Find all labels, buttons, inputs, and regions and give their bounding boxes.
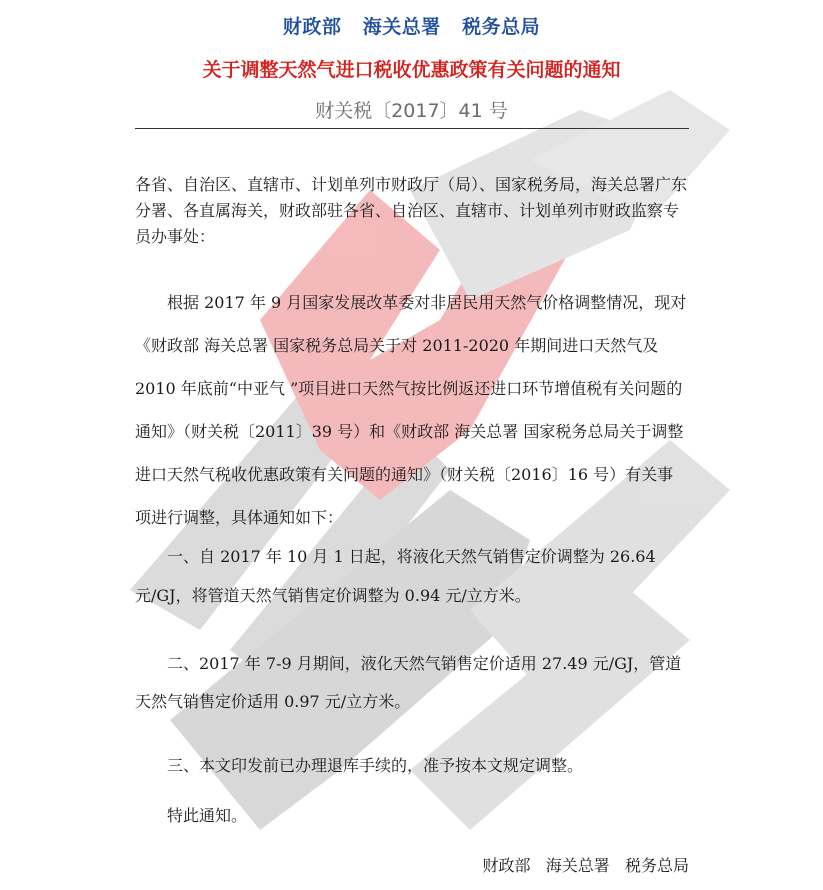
header-divider [135, 128, 689, 129]
body-paragraph-1: 根据 2017 年 9 月国家发展改革委对非居民用天然气价格调整情况，现对《财政部 海关总署 国家税务总局关于对 2011-2020 年期间进口天然气及 2010 年底前“中亚气 ”项目进口天然气按比例返还进口环节增值税有关问题的通知》（财关税〔2011〕39 号）和《财政部 海关总署 国家税务总局关于调整进口天然气税收优惠政策有关问题的通知》（财关税〔2016〕16 号）有关事项进行调整，具体通知如下： [135, 293, 687, 527]
document-title: 关于调整天然气进口税收优惠政策有关问题的通知 [202, 59, 621, 81]
document-number: 财关税〔2017〕41 号 [315, 100, 508, 122]
item-3-paragraph: 三、本文印发前已办理退库手续的，准予按本文规定调整。 [167, 756, 584, 775]
item-1-paragraph: 一、自 2017 年 10 月 1 日起，将液化天然气销售定价调整为 26.64 元/GJ，将管道天然气销售定价调整为 0.94 元/立方米。 [135, 547, 656, 605]
addressee-paragraph: 各省、自治区、直辖市、计划单列市财政厅（局）、国家税务局，海关总署广东分署、各直属海关，财政部驻各省、自治区、直辖市、计划单列市财政监察专员办事处： [135, 175, 688, 246]
item-2-paragraph: 二、2017 年 7-9 月期间，液化天然气销售定价适用 27.49 元/GJ，管道天然气销售定价适用 0.97 元/立方米。 [135, 654, 682, 711]
closing-line: 特此通知。 [167, 806, 248, 825]
signature-block: 财政部 海关总署 税务总局 [482, 856, 689, 875]
issuer-header: 财政部 海关总署 税务总局 [282, 16, 541, 38]
